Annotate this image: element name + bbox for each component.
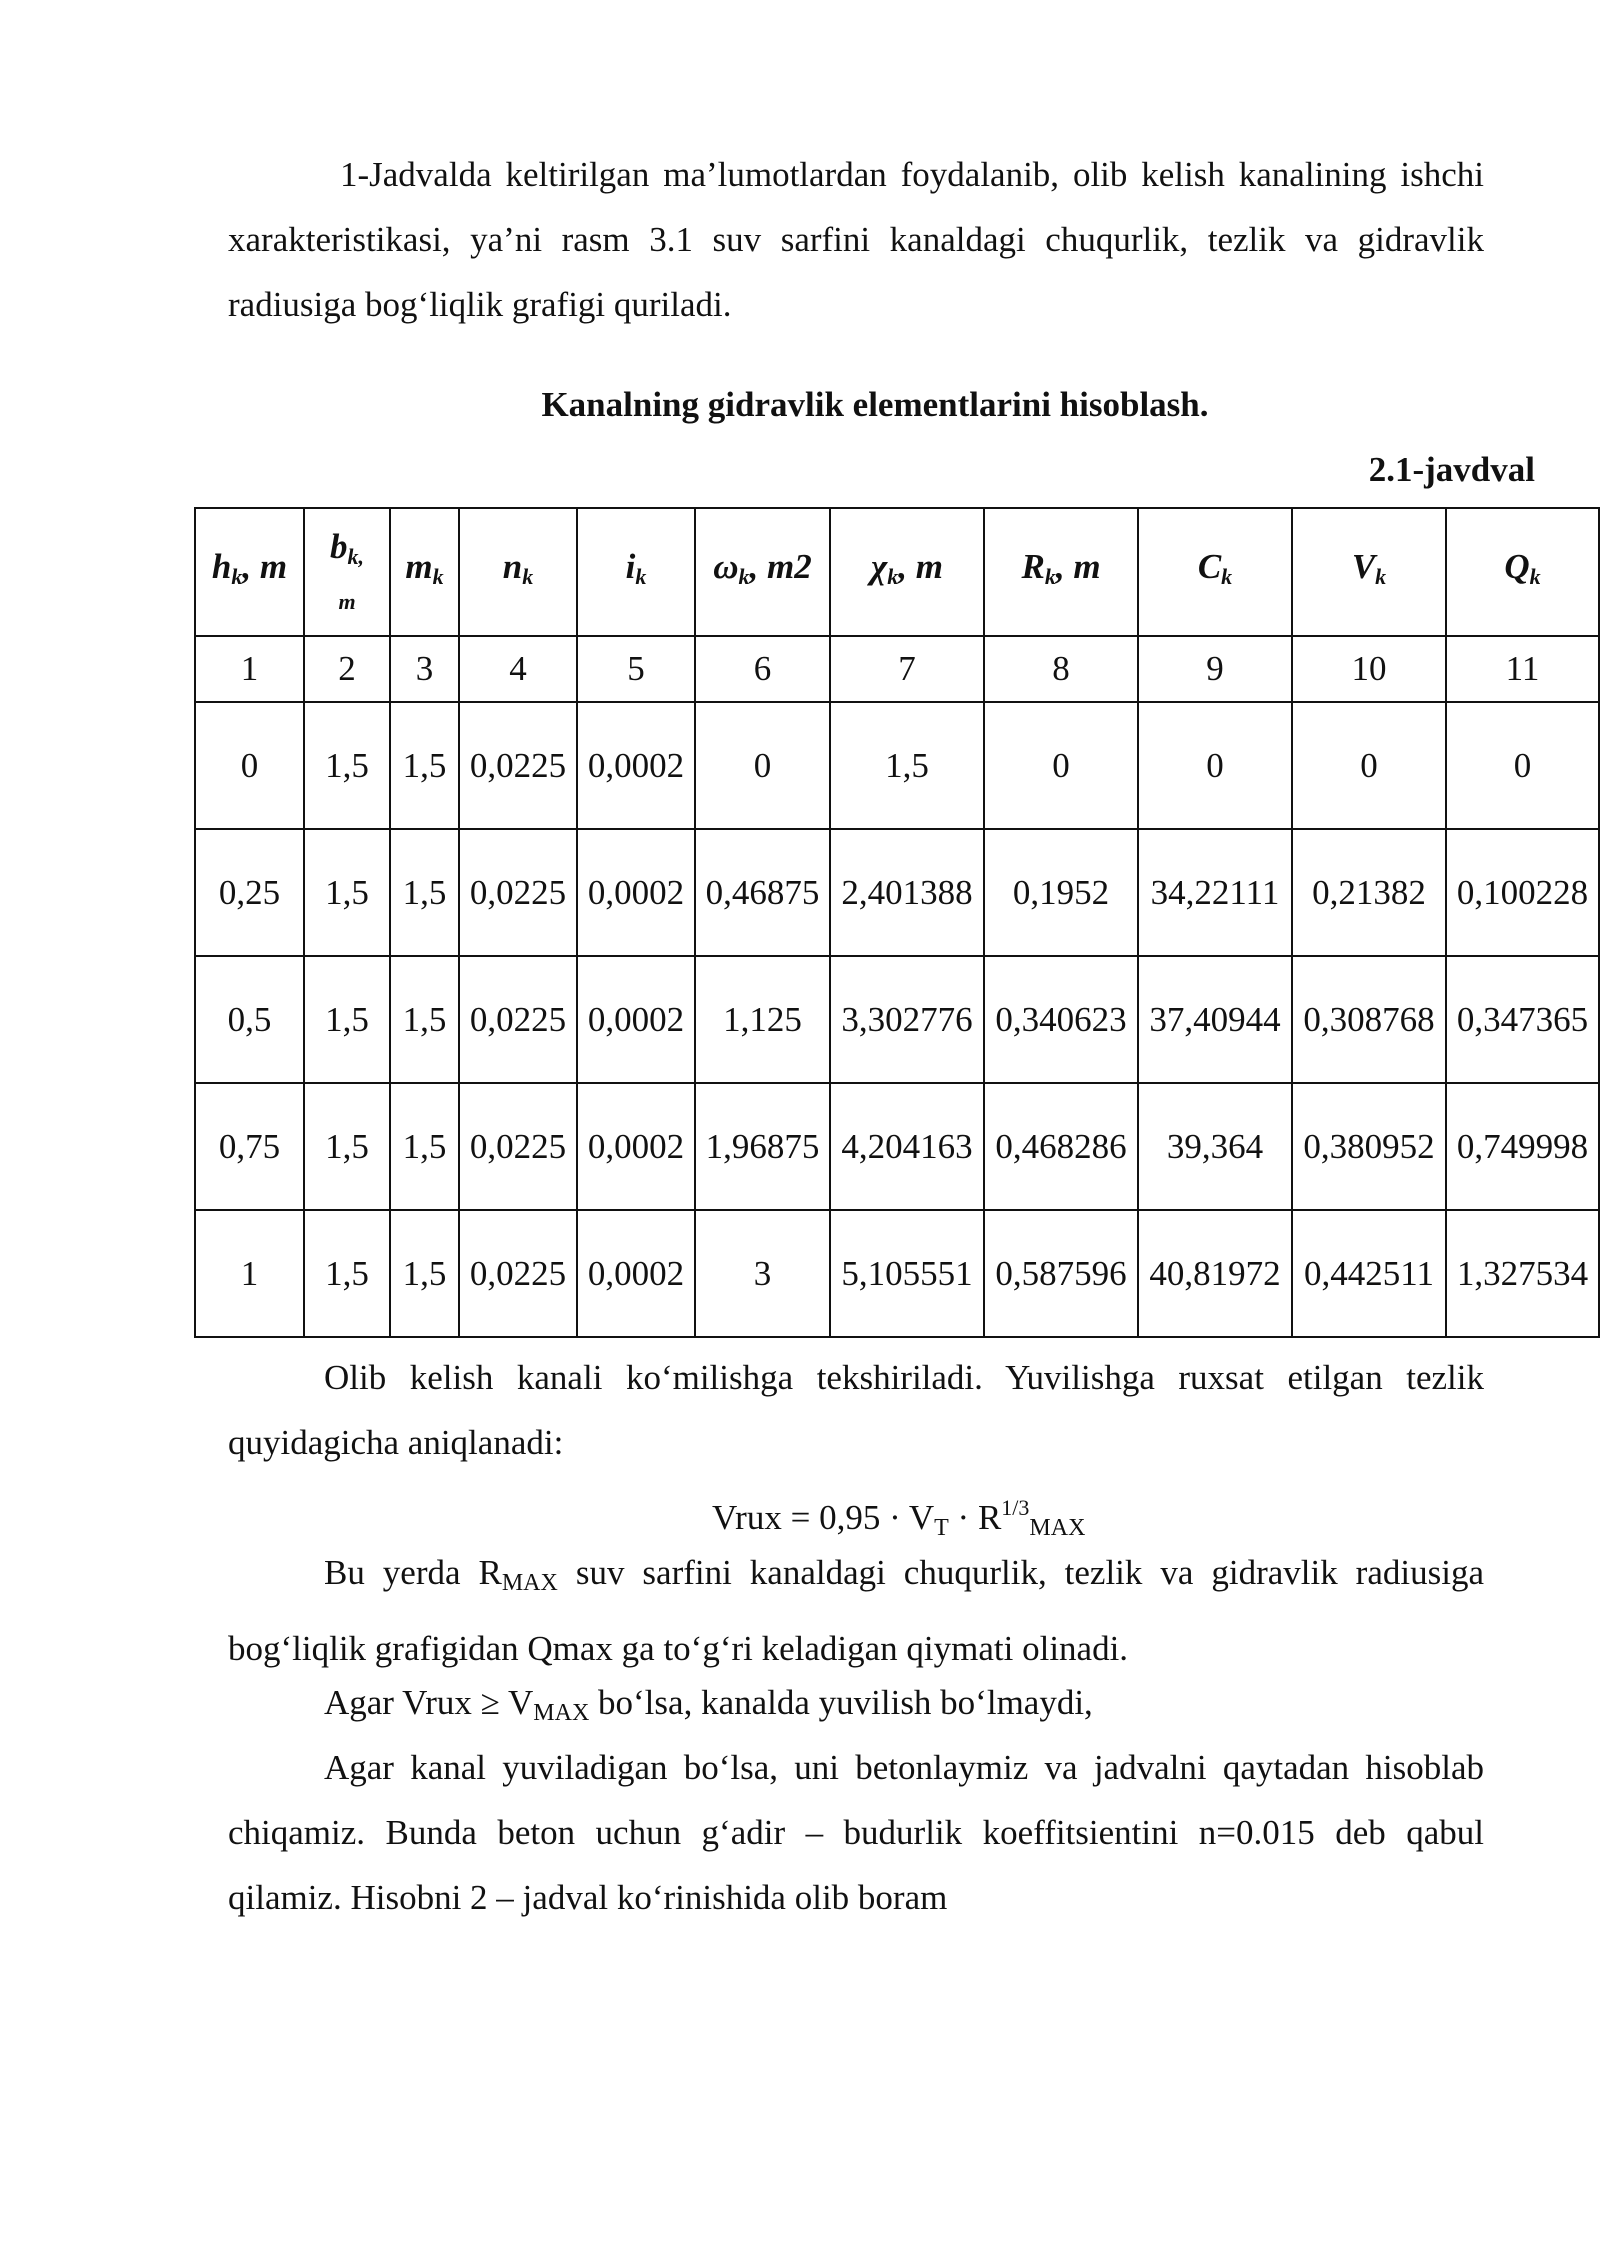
table-cell: 0,0225: [459, 1083, 577, 1210]
table-cell: 37,40944: [1138, 956, 1292, 1083]
header-cell: $R_k$, m: [984, 508, 1138, 636]
table-cell: 0,100228: [1446, 829, 1599, 956]
table-cell: 1,5: [390, 702, 459, 829]
column-number-cell: 10: [1292, 636, 1446, 702]
table-cell: 0,0002: [577, 956, 695, 1083]
table-header-row: [195, 508, 1599, 636]
table-cell: 34,22111: [1138, 829, 1292, 956]
table-cell: 3,302776: [830, 956, 984, 1083]
table-cell: 1,327534: [1446, 1210, 1599, 1337]
table-cell: 1,5: [304, 1083, 390, 1210]
table-cell: 0,0002: [577, 1083, 695, 1210]
column-number-cell: 8: [984, 636, 1138, 702]
column-number-cell: 11: [1446, 636, 1599, 702]
header-cell: $n_k$: [459, 508, 577, 636]
header-cell: $h_k$, m: [195, 508, 304, 636]
header-cell: $m_k$: [390, 508, 459, 636]
table-cell: 1,5: [304, 702, 390, 829]
table-cell: 0,1952: [984, 829, 1138, 956]
column-number-cell: 7: [830, 636, 984, 702]
table-cell: 0,749998: [1446, 1083, 1599, 1210]
table-cell: 4,204163: [830, 1083, 984, 1210]
table-cell: 0,46875: [695, 829, 830, 956]
table-cell: 5,105551: [830, 1210, 984, 1337]
table-cell: 0,0002: [577, 829, 695, 956]
header-cell: $b_{k,}$ m: [304, 508, 390, 636]
header-cell: $C_k$: [1138, 508, 1292, 636]
header-cell: $Q_k$: [1446, 508, 1599, 636]
table-cell: 1,5: [304, 829, 390, 956]
table-cell: 0,5: [195, 956, 304, 1083]
table-cell: 39,364: [1138, 1083, 1292, 1210]
table-cell: 0: [1138, 702, 1292, 829]
final-paragraph: Agar kanal yuviladigan bo‘lsa, uni betonlaymiz va jadvalni qaytadan hisoblab chiqamiz. Bunda beton uchun g‘adir – budurlik koeffitsientini n=0.015 deb qabul qilamiz. Hisobni 2 – jadval ko‘rinishida olib boram: [228, 1748, 1484, 1917]
table-cell: 0,347365: [1446, 956, 1599, 1083]
table-cell: 1,96875: [695, 1083, 830, 1210]
table-cell: 1,5: [390, 956, 459, 1083]
table-cell: 2,401388: [830, 829, 984, 956]
table-cell: 0,75: [195, 1083, 304, 1210]
table-number: 2.1-javdval: [1368, 450, 1535, 489]
table-cell: 1,5: [390, 1083, 459, 1210]
table-title: Kanalning gidravlik elementlarini hisoblash.: [541, 385, 1209, 424]
check-paragraph: Olib kelish kanali ko‘milishga tekshiriladi. Yuvilishga ruxsat etilgan tezlik quyidagicha aniqlanadi:: [228, 1358, 1484, 1462]
table-cell: 0,340623: [984, 956, 1138, 1083]
table-cell: 1,5: [830, 702, 984, 829]
table-cell: 0,25: [195, 829, 304, 956]
table-cell: 0: [195, 702, 304, 829]
table-cell: 0,0225: [459, 1210, 577, 1337]
table-cell: 0,587596: [984, 1210, 1138, 1337]
header-cell: $\chi_k$, m: [830, 508, 984, 636]
table-cell: 1,125: [695, 956, 830, 1083]
formula: Vrux = $0,95 \cdot V_T \cdot R^{1/3}_{MAX}$: [712, 1495, 1086, 1541]
table-cell: 0: [1446, 702, 1599, 829]
table-cell: 0,0002: [577, 1210, 695, 1337]
intro-paragraph: 1-Jadvalda keltirilgan ma’lumotlardan foydalanib, olib kelish kanalining ishchi xarakteristikasi, ya’ni rasm 3.1 suv sarfini kanaldagi chuqurlik, tezlik va gidravlik radiusiga bog‘liqlik grafigi quriladi.: [228, 155, 1484, 324]
table-cell: 0: [1292, 702, 1446, 829]
column-number-cell: 3: [390, 636, 459, 702]
table-cell: 1,5: [390, 829, 459, 956]
header-cell: $V_k$: [1292, 508, 1446, 636]
table-cell: 1,5: [304, 1210, 390, 1337]
table-cell: 0,308768: [1292, 956, 1446, 1083]
table-cell: 1: [195, 1210, 304, 1337]
table-cell: 0: [984, 702, 1138, 829]
column-number-cell: 4: [459, 636, 577, 702]
table-cell: 3: [695, 1210, 830, 1337]
table-cell: 0,21382: [1292, 829, 1446, 956]
table-cell: 0: [695, 702, 830, 829]
table-row: [195, 829, 1599, 956]
column-number-cell: 1: [195, 636, 304, 702]
table-cell: 0,0225: [459, 956, 577, 1083]
table-cell: 0,468286: [984, 1083, 1138, 1210]
column-number-cell: 9: [1138, 636, 1292, 702]
header-cell: $\omega_k$, m2: [695, 508, 830, 636]
table-row: [195, 956, 1599, 1083]
table-cell: 0,0225: [459, 702, 577, 829]
table-row: [195, 1210, 1599, 1337]
column-number-cell: 5: [577, 636, 695, 702]
table-cell: 1,5: [390, 1210, 459, 1337]
column-number-cell: 2: [304, 636, 390, 702]
hydraulic-elements-table: [194, 507, 1600, 1338]
column-number-row: [195, 636, 1599, 702]
table-row: [195, 702, 1599, 829]
table-cell: 0,0002: [577, 702, 695, 829]
table-cell: 0,380952: [1292, 1083, 1446, 1210]
table-cell: 0,0225: [459, 829, 577, 956]
column-number-cell: 6: [695, 636, 830, 702]
rmax-paragraph: Bu yerda $R_{MAX}$ suv sarfini kanaldagi chuqurlik, tezlik va gidravlik radiusiga bog‘liqlik grafigidan Qmax ga to‘g‘ri keladigan qiymati olinadi.: [228, 1553, 1484, 1668]
table-cell: 40,81972: [1138, 1210, 1292, 1337]
header-cell: $i_k$: [577, 508, 695, 636]
table-cell: 1,5: [304, 956, 390, 1083]
condition-line: Agar Vrux ≥ $V_{MAX}$ bo‘lsa, kanalda yuvilish bo‘lmaydi,: [324, 1683, 1093, 1726]
table-cell: 0,442511: [1292, 1210, 1446, 1337]
table-row: [195, 1083, 1599, 1210]
